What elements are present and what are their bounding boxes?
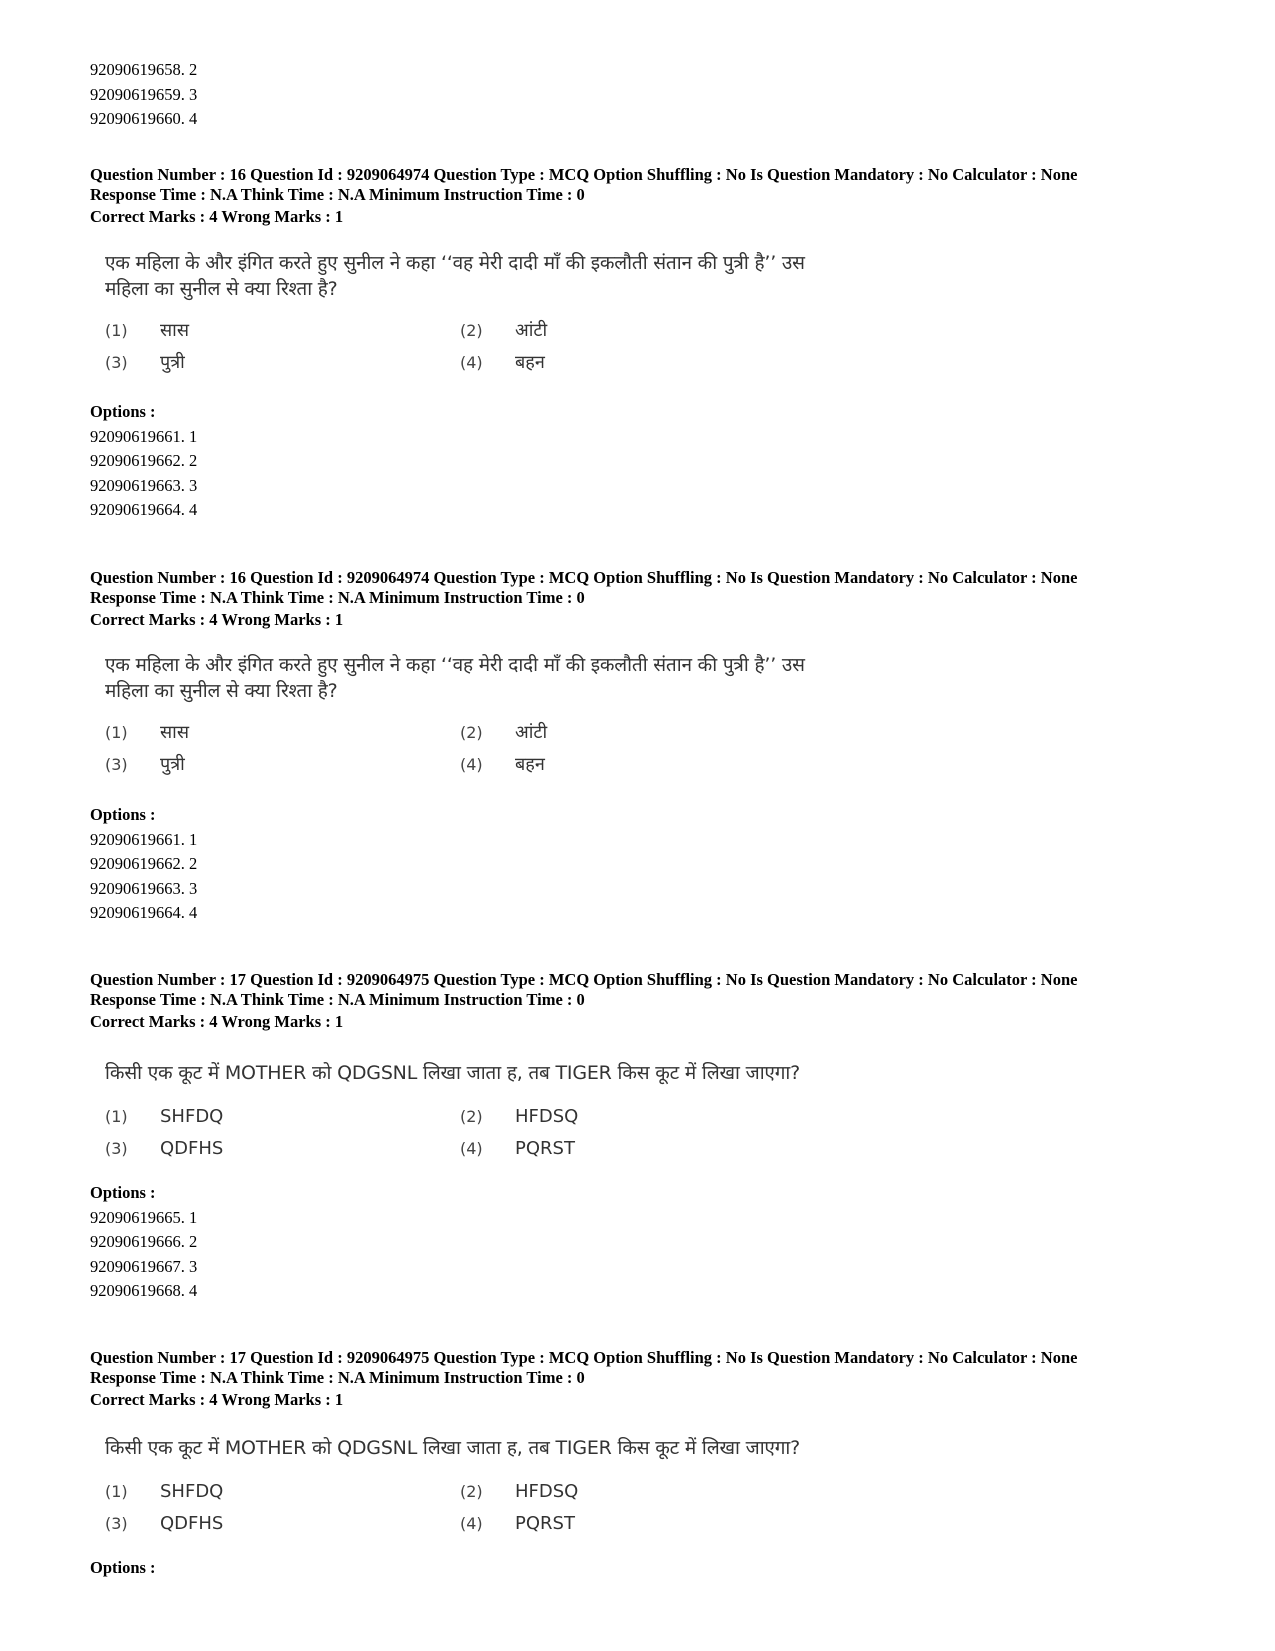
question-meta — [90, 1348, 1077, 1412]
option-id: 92090619665. 1 — [90, 1207, 198, 1227]
question-meta-line1: Question Number : 17 Question Id : 9209064975 Question Type : MCQ Option Shuffling : No Is Question Mandatory : No Calculator : None — [90, 1348, 1078, 1367]
answer-choice: (3) पुत्री — [105, 754, 185, 775]
question-text: महिला का सुनील से क्या रिश्ता है? — [105, 278, 338, 300]
option-id: 92090619658. 2 — [90, 60, 198, 79]
question-meta-line2: Response Time : N.A Think Time : N.A Minimum Instruction Time : 0 — [90, 185, 585, 204]
answer-choices — [105, 318, 805, 382]
answer-choice: (3) पुत्री — [105, 352, 185, 373]
answer-choices — [105, 1106, 800, 1170]
question-content — [105, 652, 805, 784]
option-id: 92090619663. 3 — [90, 878, 198, 898]
question-meta-line1: Question Number : 17 Question Id : 9209064975 Question Type : MCQ Option Shuffling : No Is Question Mandatory : No Calculator : None — [90, 970, 1078, 989]
question-content — [105, 250, 805, 382]
options-label: Options : — [90, 805, 156, 824]
question-meta-line1: Question Number : 16 Question Id : 9209064974 Question Type : MCQ Option Shuffling : No Is Question Mandatory : No Calculator : None — [90, 165, 1078, 184]
question-marks: Correct Marks : 4 Wrong Marks : 1 — [90, 207, 344, 226]
options-label: Options : — [90, 402, 156, 421]
answer-choices — [105, 720, 805, 784]
option-id: 92090619660. 4 — [90, 109, 198, 128]
answer-choice: (4) बहन — [460, 352, 545, 373]
option-id: 92090619662. 2 — [90, 854, 198, 873]
question-text: किसी एक कूट में MOTHER को QDGSNL लिखा जाता ह, तब TIGER किस कूट में लिखा जाएगा? — [105, 1062, 801, 1084]
options-label: Options : — [90, 1558, 156, 1577]
question-content — [105, 1060, 800, 1170]
answer-choice: (3) QDFHS — [105, 1138, 224, 1159]
option-id: 92090619668. 4 — [90, 1281, 198, 1300]
options-list — [90, 803, 197, 926]
question-text: एक महिला के और इंगित करते हुए सुनील ने कहा ‘‘वह मेरी दादी माँ की इकलौती संतान की पुत्री है’’ उस — [105, 252, 805, 274]
answer-choice: (2) HFDSQ — [460, 1481, 579, 1502]
option-id: 92090619662. 2 — [90, 451, 198, 470]
option-id: 92090619664. 4 — [90, 903, 198, 922]
answer-choice: (4) बहन — [460, 754, 545, 775]
question-text: महिला का सुनील से क्या रिश्ता है? — [105, 680, 338, 702]
option-id: 92090619661. 1 — [90, 829, 198, 849]
answer-choice: (1) सास — [105, 320, 189, 341]
question-meta-line2: Response Time : N.A Think Time : N.A Minimum Instruction Time : 0 — [90, 588, 585, 607]
answer-choice: (1) सास — [105, 722, 189, 743]
options-list — [90, 1556, 156, 1581]
answer-choice: (2) HFDSQ — [460, 1106, 579, 1127]
option-id: 92090619663. 3 — [90, 475, 198, 495]
answer-choice: (4) PQRST — [460, 1513, 575, 1534]
option-id: 92090619667. 3 — [90, 1256, 198, 1276]
top-options-list — [90, 58, 197, 132]
question-marks: Correct Marks : 4 Wrong Marks : 1 — [90, 610, 344, 629]
options-label: Options : — [90, 1183, 156, 1202]
question-meta — [90, 165, 1077, 229]
question-meta-line2: Response Time : N.A Think Time : N.A Minimum Instruction Time : 0 — [90, 990, 585, 1009]
question-content — [105, 1435, 800, 1545]
answer-choice: (1) SHFDQ — [105, 1481, 224, 1502]
question-meta-line2: Response Time : N.A Think Time : N.A Minimum Instruction Time : 0 — [90, 1368, 585, 1387]
option-id: 92090619661. 1 — [90, 426, 198, 446]
question-meta — [90, 568, 1077, 632]
question-meta-line1: Question Number : 16 Question Id : 9209064974 Question Type : MCQ Option Shuffling : No Is Question Mandatory : No Calculator : None — [90, 568, 1078, 587]
answer-choices — [105, 1481, 800, 1545]
question-text: किसी एक कूट में MOTHER को QDGSNL लिखा जाता ह, तब TIGER किस कूट में लिखा जाएगा? — [105, 1437, 801, 1459]
question-text: एक महिला के और इंगित करते हुए सुनील ने कहा ‘‘वह मेरी दादी माँ की इकलौती संतान की पुत्री है’’ उस — [105, 654, 805, 676]
answer-choice: (1) SHFDQ — [105, 1106, 224, 1127]
answer-choice: (4) PQRST — [460, 1138, 575, 1159]
answer-choice: (2) आंटी — [460, 320, 548, 341]
options-list — [90, 400, 197, 523]
option-id: 92090619659. 3 — [90, 84, 198, 104]
question-meta — [90, 970, 1077, 1034]
question-marks: Correct Marks : 4 Wrong Marks : 1 — [90, 1390, 344, 1409]
option-id: 92090619666. 2 — [90, 1232, 198, 1251]
option-id: 92090619664. 4 — [90, 500, 198, 519]
question-marks: Correct Marks : 4 Wrong Marks : 1 — [90, 1012, 344, 1031]
answer-choice: (3) QDFHS — [105, 1513, 224, 1534]
options-list — [90, 1181, 197, 1304]
answer-choice: (2) आंटी — [460, 722, 548, 743]
